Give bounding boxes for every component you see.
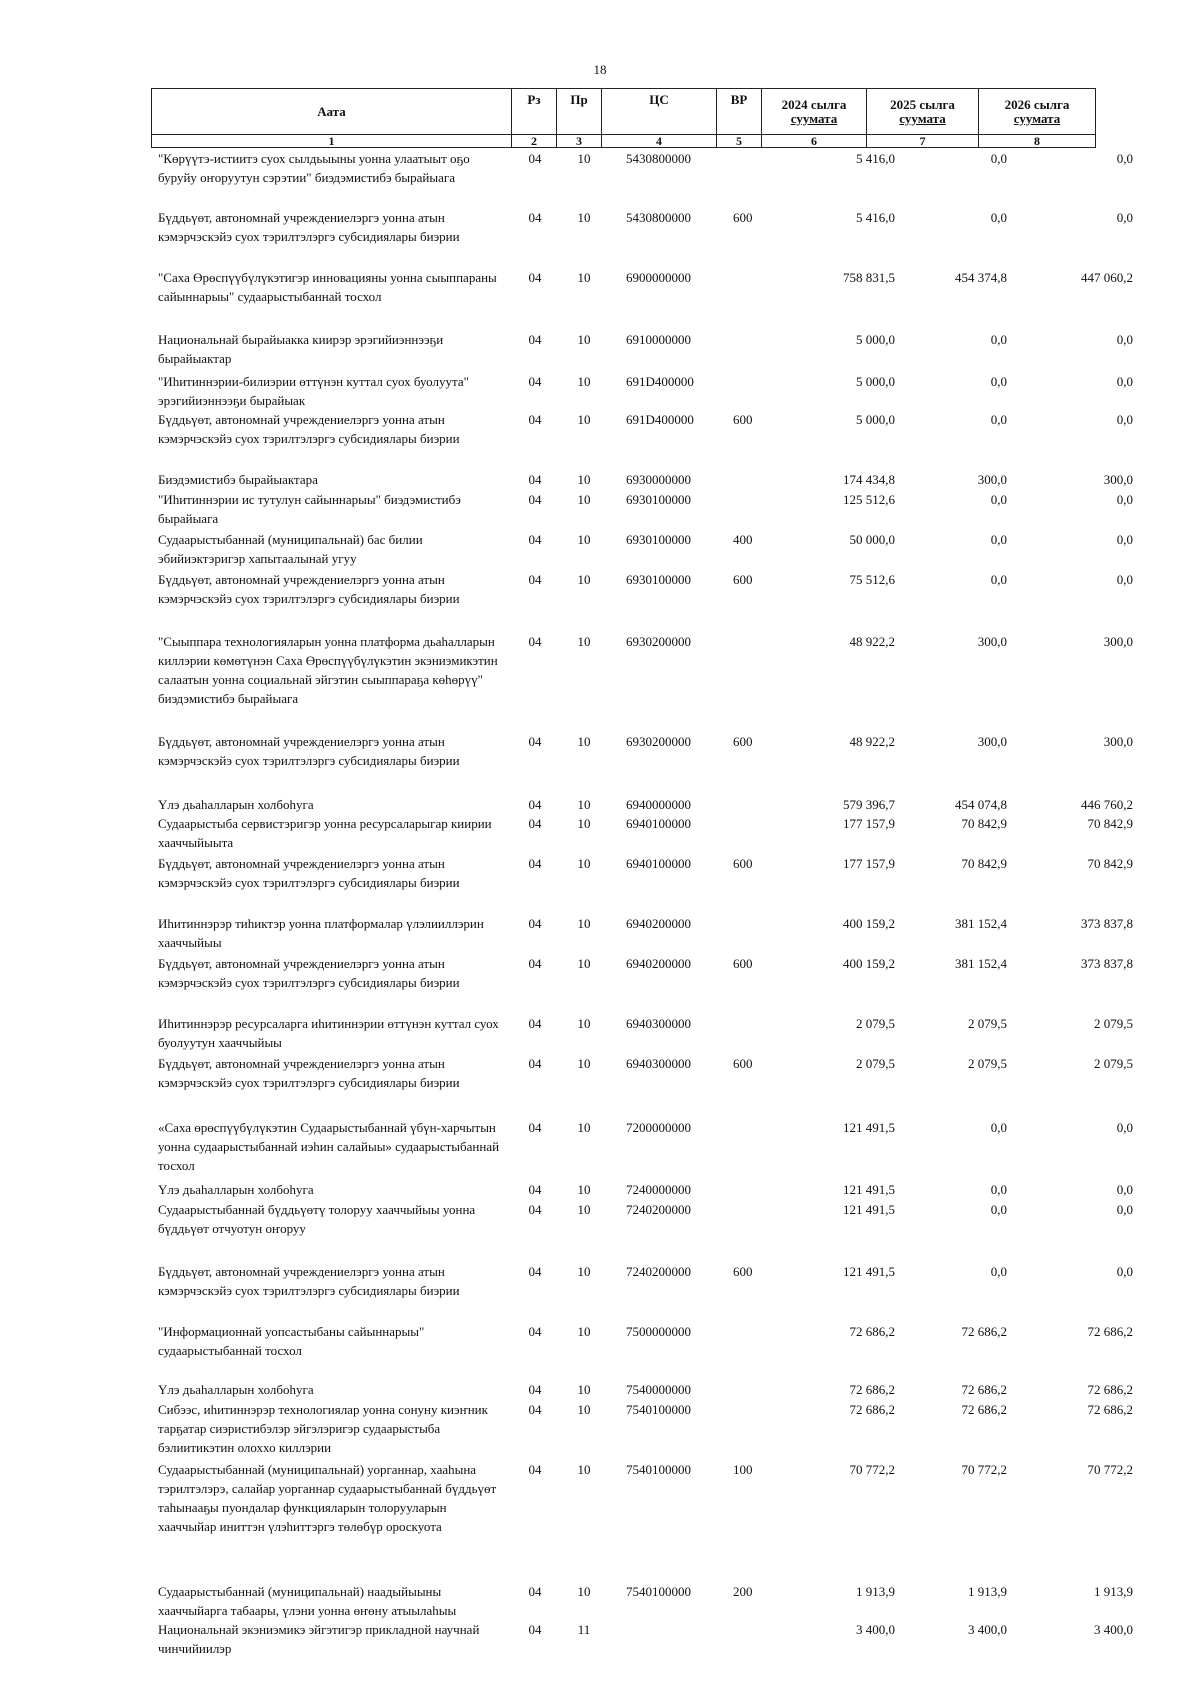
cell-y2025: 300,0: [977, 634, 1007, 649]
cell-vr: 600: [733, 856, 753, 871]
cell-name: Сибээс, иһитиннэрэр технологиялар уонна сонуну киэҥник тарҕатар сиэристибэлэр эйгэлэригэр судаарыстыба бэлиитикэтин олоххо киллэрии: [158, 1402, 488, 1455]
cell-y2024: 72 686,2: [849, 1324, 895, 1339]
cell-y2024: 5 000,0: [856, 412, 895, 427]
cell-y2026: 0,0: [1116, 572, 1133, 587]
cell-y2024: 72 686,2: [849, 1402, 895, 1417]
header-cs: ЦС: [602, 89, 717, 135]
cell-y2024: 2 079,5: [856, 1056, 895, 1071]
cell-name: Судаарыстыбаннай бүддьүөтү толоруу хааччыйыы уонна бүддьүөт отчуотун оҥоруу: [158, 1202, 476, 1236]
cell-y2024: 125 512,6: [843, 492, 895, 507]
cell-y2025: 454 374,8: [955, 270, 1007, 285]
cell-name: "Иһитиннэрии-билиэрии өттүнэн куттал суох буолуута" эрэгийиэннээҕи бырайыак: [158, 374, 469, 408]
cell-y2024: 48 922,2: [849, 734, 895, 749]
cell-y2025: 300,0: [977, 734, 1007, 749]
cell-rz: 04: [528, 332, 542, 347]
page-number: 18: [593, 62, 607, 77]
cell-name: «Саха өрөспүүбүлүкэтин Судаарыстыбаннай үбүн-харчытын уонна судаарыстыбаннай иэһин салайыы» судаарыстыбаннай тосхол: [158, 1120, 500, 1173]
cell-rz: 04: [528, 472, 542, 487]
cell-cs: 6930100000: [626, 572, 691, 587]
cell-name: "Көрүүтэ-истиитэ суох сылдьыыны уонна улаатыыт оҕо буруйу оҥоруутун сэрэтии" биэдэмистибэ бырайыага: [158, 151, 470, 185]
cell-rz: 04: [528, 492, 542, 507]
cell-cs: 7540100000: [626, 1402, 691, 1417]
cell-y2025: 0,0: [990, 1202, 1007, 1217]
cell-y2025: 0,0: [990, 374, 1007, 389]
cell-y2025: 381 152,4: [955, 956, 1007, 971]
cell-y2024: 5 416,0: [856, 151, 895, 166]
cell-name: Национальнай бырайыакка киирэр эрэгийиэннээҕи бырайыактар: [158, 332, 444, 366]
cell-y2024: 50 000,0: [849, 532, 895, 547]
cell-y2024: 70 772,2: [849, 1462, 895, 1477]
cell-cs: 6940200000: [626, 916, 691, 931]
cell-y2025: 72 686,2: [961, 1402, 1007, 1417]
cell-name: Судаарыстыбаннай (муниципальнай) бас билии эбийиэктэригэр хапытаалынай угуу: [158, 532, 423, 566]
cell-name: Үлэ дьаһалларын холбоһуга: [158, 1382, 314, 1397]
cell-y2026: 72 686,2: [1087, 1324, 1133, 1339]
cell-y2025: 70 842,9: [961, 816, 1007, 831]
cell-y2026: 70 842,9: [1087, 816, 1133, 831]
cell-pr: 10: [577, 1056, 591, 1071]
cell-rz: 04: [528, 734, 542, 749]
cell-cs: 6930100000: [626, 492, 691, 507]
cell-y2024: 5 416,0: [856, 210, 895, 225]
cell-pr: 10: [577, 634, 591, 649]
cell-rz: 04: [528, 374, 542, 389]
cell-rz: 04: [528, 956, 542, 971]
cell-cs: 691D400000: [626, 374, 694, 389]
cell-y2026: 0,0: [1116, 532, 1133, 547]
cell-pr: 10: [577, 492, 591, 507]
cell-vr: 600: [733, 412, 753, 427]
cell-y2026: 2 079,5: [1094, 1056, 1133, 1071]
cell-name: Судаарыстыбаннай (муниципальнай) наадыйыыны хааччыйарга табаары, үлэни уонна өҥөну атыылаһыы: [158, 1584, 457, 1618]
cell-y2026: 72 686,2: [1087, 1382, 1133, 1397]
cell-vr: 600: [733, 572, 753, 587]
cell-y2026: 300,0: [1103, 634, 1133, 649]
cell-y2026: 373 837,8: [1081, 956, 1133, 971]
cell-y2024: 579 396,7: [843, 797, 895, 812]
cell-y2026: 300,0: [1103, 734, 1133, 749]
cell-pr: 10: [577, 270, 591, 285]
cell-y2025: 0,0: [990, 572, 1007, 587]
cell-rz: 04: [528, 797, 542, 812]
cell-y2024: 75 512,6: [849, 572, 895, 587]
cell-pr: 10: [577, 532, 591, 547]
cell-rz: 04: [528, 1016, 542, 1031]
cell-cs: 6940300000: [626, 1056, 691, 1071]
cell-y2026: 0,0: [1116, 332, 1133, 347]
cell-y2025: 0,0: [990, 492, 1007, 507]
cell-rz: 04: [528, 210, 542, 225]
cell-pr: 10: [577, 1402, 591, 1417]
cell-pr: 10: [577, 332, 591, 347]
header-2025-year: 2025 сылга: [890, 96, 955, 112]
cell-name: Бүддьүөт, автономнай учреждениелэргэ уонна атын кэмэрчэскэйэ суох тэрилтэлэргэ субсидиялары биэрии: [158, 572, 460, 606]
cell-cs: 7240000000: [626, 1182, 691, 1197]
cell-pr: 10: [577, 856, 591, 871]
header-vr: ВР: [717, 89, 762, 135]
cell-y2024: 2 079,5: [856, 1016, 895, 1031]
cell-vr: 100: [733, 1462, 753, 1477]
cell-y2026: 70 842,9: [1087, 856, 1133, 871]
cell-rz: 04: [528, 151, 542, 166]
cell-y2024: 5 000,0: [856, 374, 895, 389]
cell-vr: 600: [733, 1056, 753, 1071]
cell-cs: 6930200000: [626, 734, 691, 749]
cell-name: Үлэ дьаһалларын холбоһуга: [158, 1182, 314, 1197]
cell-name: Иһитиннэрэр ресурсаларга иһитиннэрии өттүнэн куттал суох буолуутун хааччыйыы: [158, 1016, 499, 1050]
cell-cs: 7200000000: [626, 1120, 691, 1135]
cell-y2026: 0,0: [1116, 374, 1133, 389]
col-number: 7: [867, 135, 979, 148]
cell-y2024: 3 400,0: [856, 1622, 895, 1637]
cell-y2024: 121 491,5: [843, 1182, 895, 1197]
cell-y2025: 70 772,2: [961, 1462, 1007, 1477]
header-2024-sum: суумата: [790, 110, 838, 126]
header-rz: Рз: [512, 89, 557, 135]
cell-rz: 04: [528, 1182, 542, 1197]
cell-rz: 04: [528, 634, 542, 649]
cell-vr: 600: [733, 1264, 753, 1279]
cell-name: Бүддьүөт, автономнай учреждениелэргэ уонна атын кэмэрчэскэйэ суох тэрилтэлэргэ субсидиялары биэрии: [158, 412, 460, 446]
cell-y2024: 1 913,9: [856, 1584, 895, 1599]
cell-pr: 10: [577, 1182, 591, 1197]
cell-cs: 6940100000: [626, 856, 691, 871]
cell-y2026: 0,0: [1116, 492, 1133, 507]
cell-y2026: 0,0: [1116, 1120, 1133, 1135]
cell-name: Бүддьүөт, автономнай учреждениелэргэ уонна атын кэмэрчэскэйэ суох тэрилтэлэргэ субсидиялары биэрии: [158, 1056, 460, 1090]
cell-pr: 10: [577, 1264, 591, 1279]
cell-cs: 7500000000: [626, 1324, 691, 1339]
cell-cs: 6930000000: [626, 472, 691, 487]
col-number: 5: [717, 135, 762, 148]
cell-cs: 5430800000: [626, 210, 691, 225]
cell-y2026: 0,0: [1116, 210, 1133, 225]
cell-y2026: 373 837,8: [1081, 916, 1133, 931]
cell-rz: 04: [528, 532, 542, 547]
cell-pr: 10: [577, 572, 591, 587]
cell-name: Үлэ дьаһалларын холбоһуга: [158, 797, 314, 812]
cell-rz: 04: [528, 856, 542, 871]
cell-name: Бүддьүөт, автономнай учреждениелэргэ уонна атын кэмэрчэскэйэ суох тэрилтэлэргэ субсидиялары биэрии: [158, 734, 460, 768]
header-2026-year: 2026 сылга: [1004, 96, 1070, 112]
cell-y2025: 2 079,5: [968, 1056, 1007, 1071]
cell-pr: 10: [577, 816, 591, 831]
cell-cs: 6940200000: [626, 956, 691, 971]
cell-name: Национальнай экэниэмикэ эйгэтигэр прикладной научнай чинчийиилэр: [158, 1622, 480, 1656]
cell-y2025: 0,0: [990, 151, 1007, 166]
cell-y2026: 2 079,5: [1094, 1016, 1133, 1031]
cell-cs: 6930200000: [626, 634, 691, 649]
cell-pr: 10: [577, 1120, 591, 1135]
cell-rz: 04: [528, 1462, 542, 1477]
cell-y2026: 72 686,2: [1087, 1402, 1133, 1417]
cell-y2025: 0,0: [990, 210, 1007, 225]
cell-y2025: 70 842,9: [961, 856, 1007, 871]
cell-y2026: 447 060,2: [1081, 270, 1133, 285]
cell-rz: 04: [528, 412, 542, 427]
cell-rz: 04: [528, 1264, 542, 1279]
cell-pr: 10: [577, 1584, 591, 1599]
cell-cs: 6940300000: [626, 1016, 691, 1031]
cell-rz: 04: [528, 1120, 542, 1135]
col-number: 8: [979, 135, 1096, 148]
cell-rz: 04: [528, 916, 542, 931]
cell-rz: 04: [528, 816, 542, 831]
col-number: 4: [602, 135, 717, 148]
cell-rz: 04: [528, 1202, 542, 1217]
cell-cs: 7540100000: [626, 1584, 691, 1599]
cell-y2024: 177 157,9: [843, 816, 895, 831]
cell-y2025: 454 074,8: [955, 797, 1007, 812]
header-2025-sum: суумата: [899, 110, 946, 126]
cell-vr: 600: [733, 210, 753, 225]
cell-rz: 04: [528, 1584, 542, 1599]
cell-rz: 04: [528, 572, 542, 587]
cell-rz: 04: [528, 1382, 542, 1397]
cell-pr: 10: [577, 210, 591, 225]
cell-y2025: 72 686,2: [961, 1382, 1007, 1397]
cell-y2025: 0,0: [990, 1264, 1007, 1279]
cell-name: "Саха Өрөспүүбүлүкэтигэр инновацияны уонна сыыппараны сайыннарыы" судаарыстыбаннай тосхол: [158, 270, 497, 304]
cell-y2026: 0,0: [1116, 1182, 1133, 1197]
cell-y2025: 0,0: [990, 1182, 1007, 1197]
cell-name: Иһитиннэрэр тиһиктэр уонна платформалар үлэлииллэрин хааччыйыы: [158, 916, 484, 950]
cell-y2024: 5 000,0: [856, 332, 895, 347]
cell-pr: 10: [577, 1382, 591, 1397]
cell-y2026: 3 400,0: [1094, 1622, 1133, 1637]
cell-y2024: 758 831,5: [843, 270, 895, 285]
cell-cs: 6930100000: [626, 532, 691, 547]
cell-y2025: 1 913,9: [968, 1584, 1007, 1599]
header-pr: Пр: [557, 89, 602, 135]
cell-name: Биэдэмистибэ бырайыактара: [158, 472, 318, 487]
cell-cs: 5430800000: [626, 151, 691, 166]
cell-y2025: 3 400,0: [968, 1622, 1007, 1637]
cell-y2024: 121 491,5: [843, 1264, 895, 1279]
cell-y2026: 70 772,2: [1087, 1462, 1133, 1477]
cell-pr: 10: [577, 151, 591, 166]
cell-vr: 600: [733, 734, 753, 749]
cell-rz: 04: [528, 1324, 542, 1339]
cell-cs: 6940100000: [626, 816, 691, 831]
cell-rz: 04: [528, 1402, 542, 1417]
cell-cs: 7240200000: [626, 1202, 691, 1217]
cell-rz: 04: [528, 1622, 542, 1637]
cell-cs: 6940000000: [626, 797, 691, 812]
cell-y2025: 0,0: [990, 412, 1007, 427]
cell-rz: 04: [528, 270, 542, 285]
cell-vr: 400: [733, 532, 753, 547]
cell-y2026: 0,0: [1116, 1264, 1133, 1279]
cell-pr: 10: [577, 916, 591, 931]
cell-y2024: 400 159,2: [843, 956, 895, 971]
cell-pr: 10: [577, 1016, 591, 1031]
cell-y2024: 48 922,2: [849, 634, 895, 649]
cell-cs: 6900000000: [626, 270, 691, 285]
cell-name: Судаарыстыба сервистэригэр уонна ресурсаларыгар киирии хааччыйыыта: [158, 816, 492, 850]
cell-y2026: 0,0: [1116, 412, 1133, 427]
cell-pr: 11: [577, 1622, 591, 1637]
cell-y2024: 400 159,2: [843, 916, 895, 931]
cell-pr: 10: [577, 797, 591, 812]
cell-vr: 600: [733, 956, 753, 971]
cell-cs: 6910000000: [626, 332, 691, 347]
cell-y2025: 381 152,4: [955, 916, 1007, 931]
cell-pr: 10: [577, 374, 591, 389]
cell-y2025: 72 686,2: [961, 1324, 1007, 1339]
cell-name: Бүддьүөт, автономнай учреждениелэргэ уонна атын кэмэрчэскэйэ суох тэрилтэлэргэ субсидиялары биэрии: [158, 856, 460, 890]
header-2024-year: 2024 сылга: [781, 96, 847, 112]
cell-name: Бүддьүөт, автономнай учреждениелэргэ уонна атын кэмэрчэскэйэ суох тэрилтэлэргэ субсидиялары биэрии: [158, 1264, 460, 1298]
cell-vr: 200: [733, 1584, 753, 1599]
cell-pr: 10: [577, 956, 591, 971]
cell-y2024: 121 491,5: [843, 1202, 895, 1217]
col-number: 2: [512, 135, 557, 148]
cell-cs: 7540000000: [626, 1382, 691, 1397]
col-number: 3: [557, 135, 602, 148]
cell-pr: 10: [577, 734, 591, 749]
cell-y2026: 0,0: [1116, 151, 1133, 166]
header-2026-sum: суумата: [1013, 110, 1061, 126]
cell-pr: 10: [577, 1202, 591, 1217]
cell-y2024: 72 686,2: [849, 1382, 895, 1397]
cell-cs: 691D400000: [626, 412, 694, 427]
cell-pr: 10: [577, 1324, 591, 1339]
cell-pr: 10: [577, 1462, 591, 1477]
cell-y2024: 121 491,5: [843, 1120, 895, 1135]
cell-y2024: 177 157,9: [843, 856, 895, 871]
cell-pr: 10: [577, 472, 591, 487]
cell-name: "Сыыппара технологияларын уонна платформа дьаһалларын киллэрии көмөтүнэн Саха Өрөспүүбүлүкэтин экэниэмикэтин салаатын уонна социальнай эйгэтин сыыппараҕа көһөрүү" биэдэмистибэ бырайыага: [158, 634, 498, 706]
col-number: 1: [152, 135, 512, 148]
header-name: Аата: [152, 89, 512, 135]
cell-y2026: 0,0: [1116, 1202, 1133, 1217]
cell-name: Бүддьүөт, автономнай учреждениелэргэ уонна атын кэмэрчэскэйэ суох тэрилтэлэргэ субсидиялары биэрии: [158, 210, 460, 244]
cell-y2024: 174 434,8: [843, 472, 895, 487]
cell-name: "Иһитиннэрии ис тутулун сайыннарыы" биэдэмистибэ бырайыага: [158, 492, 461, 526]
col-number: 6: [762, 135, 867, 148]
cell-y2025: 0,0: [990, 332, 1007, 347]
cell-cs: 7540100000: [626, 1462, 691, 1477]
cell-y2026: 1 913,9: [1094, 1584, 1133, 1599]
cell-y2026: 446 760,2: [1081, 797, 1133, 812]
cell-name: "Информационнай уопсастыбаны сайыннарыы" судаарыстыбаннай тосхол: [158, 1324, 425, 1358]
cell-pr: 10: [577, 412, 591, 427]
cell-cs: 7240200000: [626, 1264, 691, 1279]
cell-y2026: 300,0: [1103, 472, 1133, 487]
cell-name: Судаарыстыбаннай (муниципальнай) уорганнар, хааһына тэрилтэлэрэ, салайар уорганнар судаарыстыбаннай бүддьүөт таһынааҕы пуондалар функцияларын толорууларын хааччыйар иниттэн үлэһиттэргэ төлөбүр ороскуота: [158, 1462, 497, 1534]
cell-y2025: 0,0: [990, 1120, 1007, 1135]
cell-rz: 04: [528, 1056, 542, 1071]
cell-y2025: 300,0: [977, 472, 1007, 487]
cell-y2025: 0,0: [990, 532, 1007, 547]
cell-y2025: 2 079,5: [968, 1016, 1007, 1031]
cell-name: Бүддьүөт, автономнай учреждениелэргэ уонна атын кэмэрчэскэйэ суох тэрилтэлэргэ субсидиялары биэрии: [158, 956, 460, 990]
